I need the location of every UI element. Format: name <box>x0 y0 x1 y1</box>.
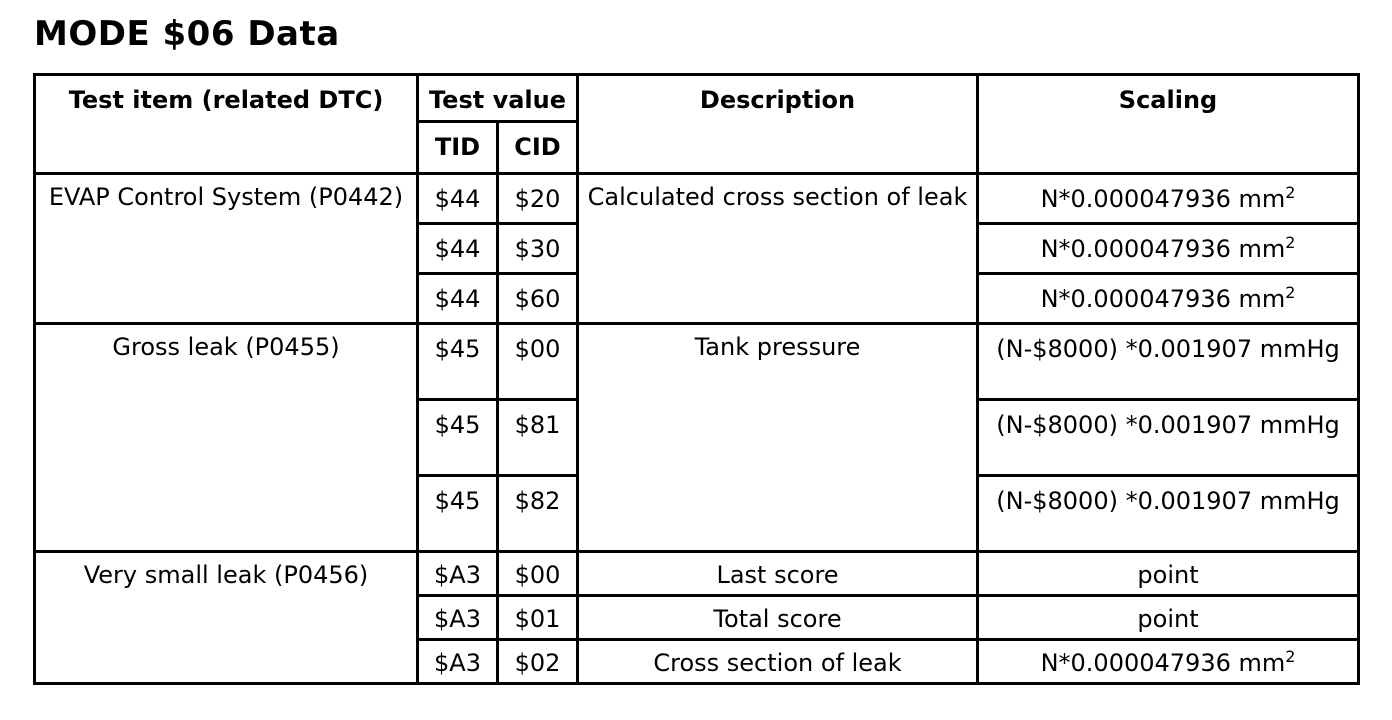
scaling-superscript: 2 <box>1285 233 1296 252</box>
header-test-item: Test item (related DTC) <box>35 75 418 174</box>
scaling-superscript: 2 <box>1285 283 1296 302</box>
table-row <box>35 552 1359 596</box>
tid-cell: $44 <box>418 174 498 224</box>
tid-cell: $45 <box>418 476 498 552</box>
description-cell: Tank pressure <box>578 324 978 552</box>
test-item-cell: Gross leak (P0455) <box>35 324 418 552</box>
description-cell: Calculated cross section of leak <box>578 174 978 324</box>
cid-cell: $82 <box>498 476 578 552</box>
cid-cell: $30 <box>498 224 578 274</box>
tid-cell: $44 <box>418 274 498 324</box>
cid-cell: $01 <box>498 596 578 640</box>
scaling-text: N*0.000047936 mm <box>1040 649 1286 677</box>
cid-cell: $00 <box>498 324 578 400</box>
table-row <box>35 324 1359 400</box>
description-cell: Last score <box>578 552 978 596</box>
header-tid: TID <box>418 122 498 174</box>
scaling-cell <box>978 274 1359 324</box>
header-cid: CID <box>498 122 578 174</box>
scaling-cell: point <box>978 552 1359 596</box>
cid-cell: $00 <box>498 552 578 596</box>
cid-cell: $02 <box>498 640 578 684</box>
scaling-text: N*0.000047936 mm <box>1040 285 1286 313</box>
tid-cell: $A3 <box>418 596 498 640</box>
scaling-cell <box>978 640 1359 684</box>
mode-06-table <box>33 73 1360 685</box>
table-row <box>35 174 1359 224</box>
scaling-superscript: 2 <box>1285 183 1296 202</box>
header-test-value: Test value <box>418 75 578 122</box>
test-item-cell: Very small leak (P0456) <box>35 552 418 684</box>
scaling-cell: (N-$8000) *0.001907 mmHg <box>978 400 1359 476</box>
cid-cell: $81 <box>498 400 578 476</box>
test-item-cell: EVAP Control System (P0442) <box>35 174 418 324</box>
scaling-cell: point <box>978 596 1359 640</box>
cid-cell: $20 <box>498 174 578 224</box>
tid-cell: $45 <box>418 324 498 400</box>
page-title: MODE $06 Data <box>34 14 340 54</box>
tid-cell: $44 <box>418 224 498 274</box>
scaling-text: N*0.000047936 mm <box>1040 235 1286 263</box>
tid-cell: $A3 <box>418 552 498 596</box>
header-scaling: Scaling <box>978 75 1359 174</box>
scaling-cell <box>978 174 1359 224</box>
scaling-cell: (N-$8000) *0.001907 mmHg <box>978 476 1359 552</box>
cid-cell: $60 <box>498 274 578 324</box>
scaling-text: N*0.000047936 mm <box>1040 185 1286 213</box>
tid-cell: $45 <box>418 400 498 476</box>
description-cell: Total score <box>578 596 978 640</box>
scaling-cell: (N-$8000) *0.001907 mmHg <box>978 324 1359 400</box>
description-cell: Cross section of leak <box>578 640 978 684</box>
tid-cell: $A3 <box>418 640 498 684</box>
scaling-cell <box>978 224 1359 274</box>
scaling-superscript: 2 <box>1285 647 1296 666</box>
header-description: Description <box>578 75 978 174</box>
